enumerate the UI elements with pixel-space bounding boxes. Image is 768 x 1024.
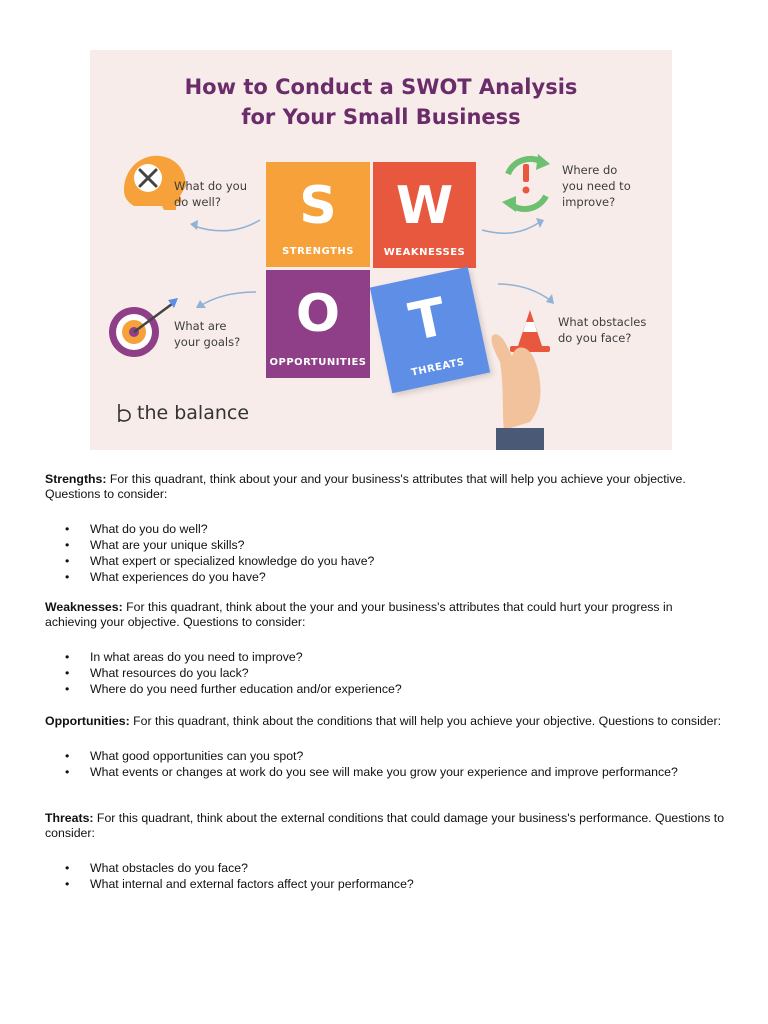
note-line: What are <box>174 319 227 333</box>
target-icon <box>109 298 178 357</box>
bullet: • <box>65 522 70 536</box>
opportunities-letter: O <box>295 284 341 344</box>
weaknesses-text: For this quadrant, think about the your and your business's attributes that could hurt your progress in achieving your objective. Questions to consider: <box>45 600 673 629</box>
bullet: • <box>65 570 70 584</box>
opportunities-section <box>45 714 725 780</box>
strengths-list <box>45 521 725 585</box>
note-line: your goals? <box>174 335 241 349</box>
bullet: • <box>65 538 70 552</box>
threats-heading: Threats: <box>45 811 94 825</box>
arrow-opportunities <box>200 292 256 306</box>
bullet: • <box>65 749 70 763</box>
opportunities-label: OPPORTUNITIES <box>269 357 367 368</box>
weaknesses-label: WEAKNESSES <box>383 247 466 258</box>
list-item-text: What experiences do you have? <box>90 570 266 584</box>
bullet: • <box>65 650 70 664</box>
list-item-text: Where do you need further education and/or experience? <box>90 682 402 696</box>
list-item-text: In what areas do you need to improve? <box>90 650 303 664</box>
bullet: • <box>65 765 70 779</box>
weaknesses-tile <box>373 162 476 268</box>
list-item <box>45 553 725 569</box>
weaknesses-list <box>45 649 725 697</box>
list-item <box>45 665 725 681</box>
list-item-text: What good opportunities can you spot? <box>90 749 304 763</box>
list-item-text: What events or changes at work do you see will make you grow your experience and improve performance? <box>90 765 678 779</box>
weaknesses-letter: W <box>395 176 454 236</box>
arrow-threats <box>498 284 550 300</box>
arrow-strengths <box>194 220 260 231</box>
weaknesses-heading: Weaknesses: <box>45 600 123 614</box>
threats-letter: T <box>404 287 452 354</box>
bullet: • <box>65 861 70 875</box>
list-item <box>45 748 725 764</box>
list-item <box>45 569 725 585</box>
strengths-heading: Strengths: <box>45 472 107 486</box>
list-item <box>45 521 725 537</box>
note-line: What obstacles <box>558 315 647 329</box>
opportunities-note <box>174 318 240 350</box>
weaknesses-section <box>45 600 725 697</box>
strengths-tile <box>266 162 370 267</box>
opportunities-text: For this quadrant, think about the conditions that will help you achieve your objective. Questions to consider: <box>129 714 721 728</box>
infographic-title-line2: for Your Small Business <box>241 105 521 129</box>
strengths-note <box>174 178 247 210</box>
strengths-text: For this quadrant, think about your and your business's attributes that will help you achieve your objective. Questions to consider: <box>45 472 686 501</box>
list-item <box>45 860 725 876</box>
strengths-letter: S <box>299 176 337 236</box>
note-line: Where do <box>562 163 618 177</box>
opportunities-paragraph <box>45 714 725 729</box>
bullet: • <box>65 682 70 696</box>
list-item <box>45 681 725 697</box>
list-item <box>45 649 725 665</box>
opportunities-list <box>45 748 725 780</box>
list-item-text: What are your unique skills? <box>90 538 245 552</box>
threats-section <box>45 811 725 892</box>
bullet: • <box>65 877 70 891</box>
brand-logo <box>116 402 249 424</box>
strengths-paragraph <box>45 472 725 502</box>
list-item-text: What do you do well? <box>90 522 208 536</box>
opportunities-heading: Opportunities: <box>45 714 130 728</box>
threats-text: For this quadrant, think about the external conditions that could damage your business's performance. Questions to consider: <box>45 811 725 840</box>
infographic-title-line1: How to Conduct a SWOT Analysis <box>184 75 578 99</box>
strengths-label: STRENGTHS <box>282 246 354 257</box>
traffic-cone-icon <box>510 310 550 352</box>
brand-name: the balance <box>137 402 250 424</box>
list-item-text: What expert or specialized knowledge do you have? <box>90 554 375 568</box>
arrow-weaknesses <box>482 222 540 233</box>
refresh-warning-icon <box>502 154 550 212</box>
list-item-text: What internal and external factors affect your performance? <box>90 877 414 891</box>
strengths-section <box>45 472 725 585</box>
bullet: • <box>65 666 70 680</box>
note-line: What do you <box>174 179 247 193</box>
balance-logo-icon <box>116 402 134 424</box>
note-line: do well? <box>174 195 221 209</box>
list-item-text: What obstacles do you face? <box>90 861 248 875</box>
list-item <box>45 876 725 892</box>
threats-paragraph <box>45 811 725 841</box>
weaknesses-paragraph <box>45 600 725 630</box>
bullet: • <box>65 554 70 568</box>
threats-note <box>558 314 646 346</box>
list-item <box>45 537 725 553</box>
list-item <box>45 764 725 780</box>
note-line: you need to <box>562 179 631 193</box>
opportunities-tile <box>266 270 370 378</box>
threats-label: THREATS <box>410 356 466 379</box>
note-line: do you face? <box>558 331 632 345</box>
swot-infographic <box>90 50 672 450</box>
threats-list <box>45 860 725 892</box>
weaknesses-note <box>562 162 631 210</box>
list-item-text: What resources do you lack? <box>90 666 249 680</box>
note-line: improve? <box>562 195 616 209</box>
